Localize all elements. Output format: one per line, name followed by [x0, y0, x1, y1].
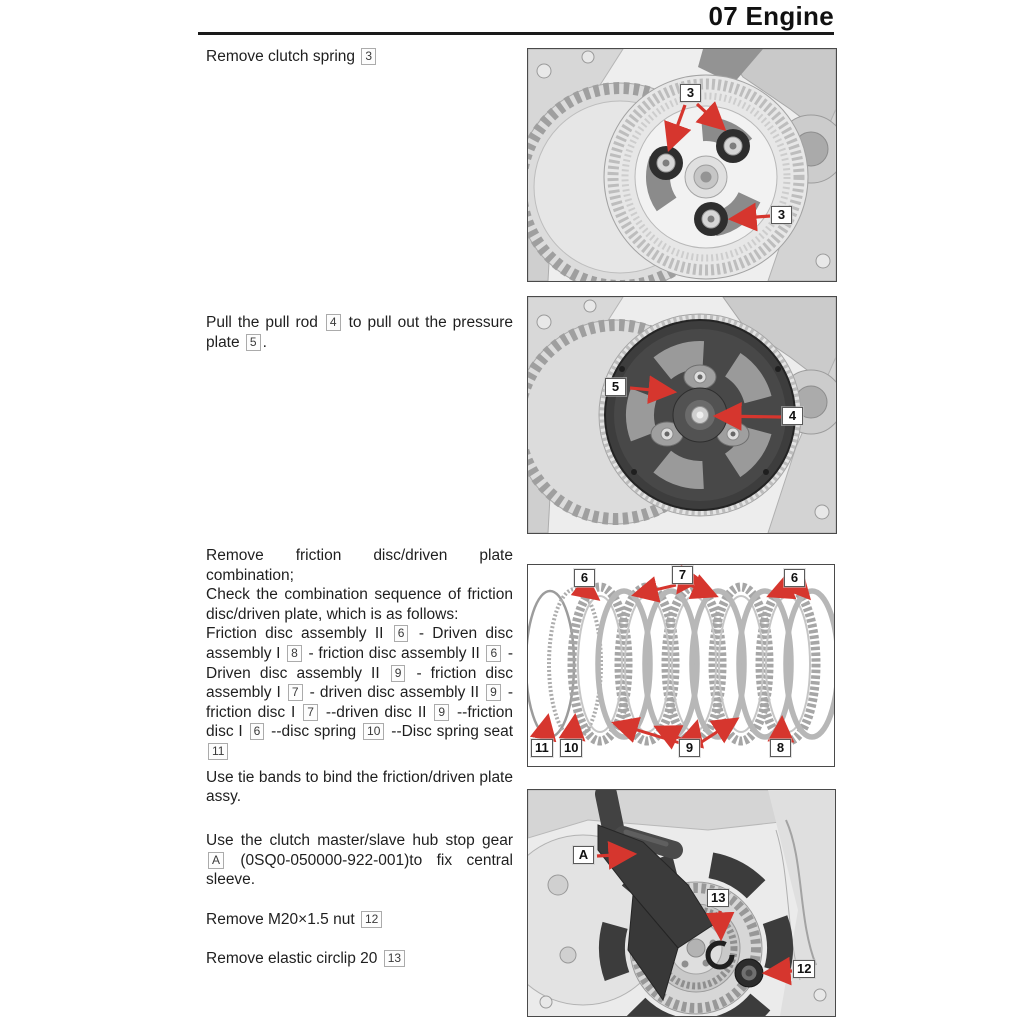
callout-5: 5	[605, 378, 626, 396]
ref-number-box: 9	[391, 665, 406, 682]
section-hub-stop-gear	[206, 831, 513, 969]
instruction-paragraph: Pull the pull rod 4 to pull out the pressure plate 5 .	[206, 314, 513, 351]
section-friction-disc-sequence	[206, 546, 513, 807]
callout-6: 6	[574, 569, 595, 587]
instruction-paragraph: Use tie bands to bind the friction/driven plate assy.	[206, 768, 513, 806]
clutch-spring-boss	[716, 129, 750, 163]
disc-stack-art	[528, 565, 834, 766]
ref-number-box: 4	[326, 314, 341, 331]
ref-number-box: 13	[384, 950, 405, 967]
callout-13: 13	[707, 889, 729, 907]
callout-10: 10	[560, 739, 582, 757]
figure-pressure-plate	[527, 296, 837, 534]
ref-number-box: 7	[288, 684, 303, 701]
ref-number-box: 8	[287, 645, 302, 662]
callout-8: 8	[770, 739, 791, 757]
instruction-paragraph: Use the clutch master/slave hub stop gear A (0SQ0-050000-922-001)to fix central sleeve.	[206, 832, 513, 889]
callout-9: 9	[679, 739, 700, 757]
callout-3: 3	[771, 206, 792, 224]
ref-number-box: 3	[361, 48, 376, 65]
ref-number-box: 5	[246, 334, 261, 351]
instruction-paragraph: Check the combination sequence of friction disc/driven plate, which is as follows:	[206, 586, 513, 623]
figure-clutch-spring	[527, 48, 837, 282]
ref-number-box: 6	[486, 645, 501, 662]
callout-3: 3	[680, 84, 701, 102]
hub-stop-gear-art	[528, 790, 835, 1016]
callout-A: A	[573, 846, 594, 864]
ref-number-box: 9	[434, 704, 449, 721]
ref-number-box: 6	[394, 625, 409, 642]
instruction-paragraph: Remove clutch spring 3	[206, 47, 513, 67]
callout-11: 11	[531, 739, 553, 757]
callout-7: 7	[672, 566, 693, 584]
ref-number-box: 10	[363, 723, 384, 740]
callout-6: 6	[784, 569, 805, 587]
clutch-spring-boss	[694, 202, 728, 236]
pressure-plate	[599, 314, 801, 516]
ref-number-box: 7	[303, 704, 318, 721]
section-remove-clutch-spring	[206, 47, 513, 67]
clutch-assembly	[604, 75, 808, 279]
callout-12: 12	[793, 960, 815, 978]
ref-number-box: 11	[208, 743, 228, 760]
callout-4: 4	[782, 407, 803, 425]
figure-disc-stack	[527, 564, 835, 767]
instruction-paragraph: Friction disc assembly II 6 - Driven disc assembly I 8 - friction disc assembly II 6 - Driven disc assembly II 9 - friction disc assembly I 7 - driven disc assembly II 9 - friction disc I 7 --driven disc II 9 --friction disc I 6 --disc spring 10 --Disc spring seat 11	[206, 625, 514, 758]
page-title: 07 Engine	[198, 3, 834, 35]
instruction-paragraph: Remove friction disc/driven plate combination;	[206, 547, 513, 584]
instruction-paragraph: Remove elastic circlip 20 13	[206, 949, 513, 969]
section-pull-rod	[206, 313, 513, 352]
ref-number-box: 9	[486, 684, 501, 701]
clutch-spring-boss	[649, 146, 683, 180]
ref-number-box: A	[208, 852, 224, 869]
ref-number-box: 6	[250, 723, 265, 740]
ref-number-box: 12	[361, 911, 382, 928]
figure-hub-stop-gear	[527, 789, 836, 1017]
instruction-paragraph: Remove M20×1.5 nut 12	[206, 910, 513, 930]
